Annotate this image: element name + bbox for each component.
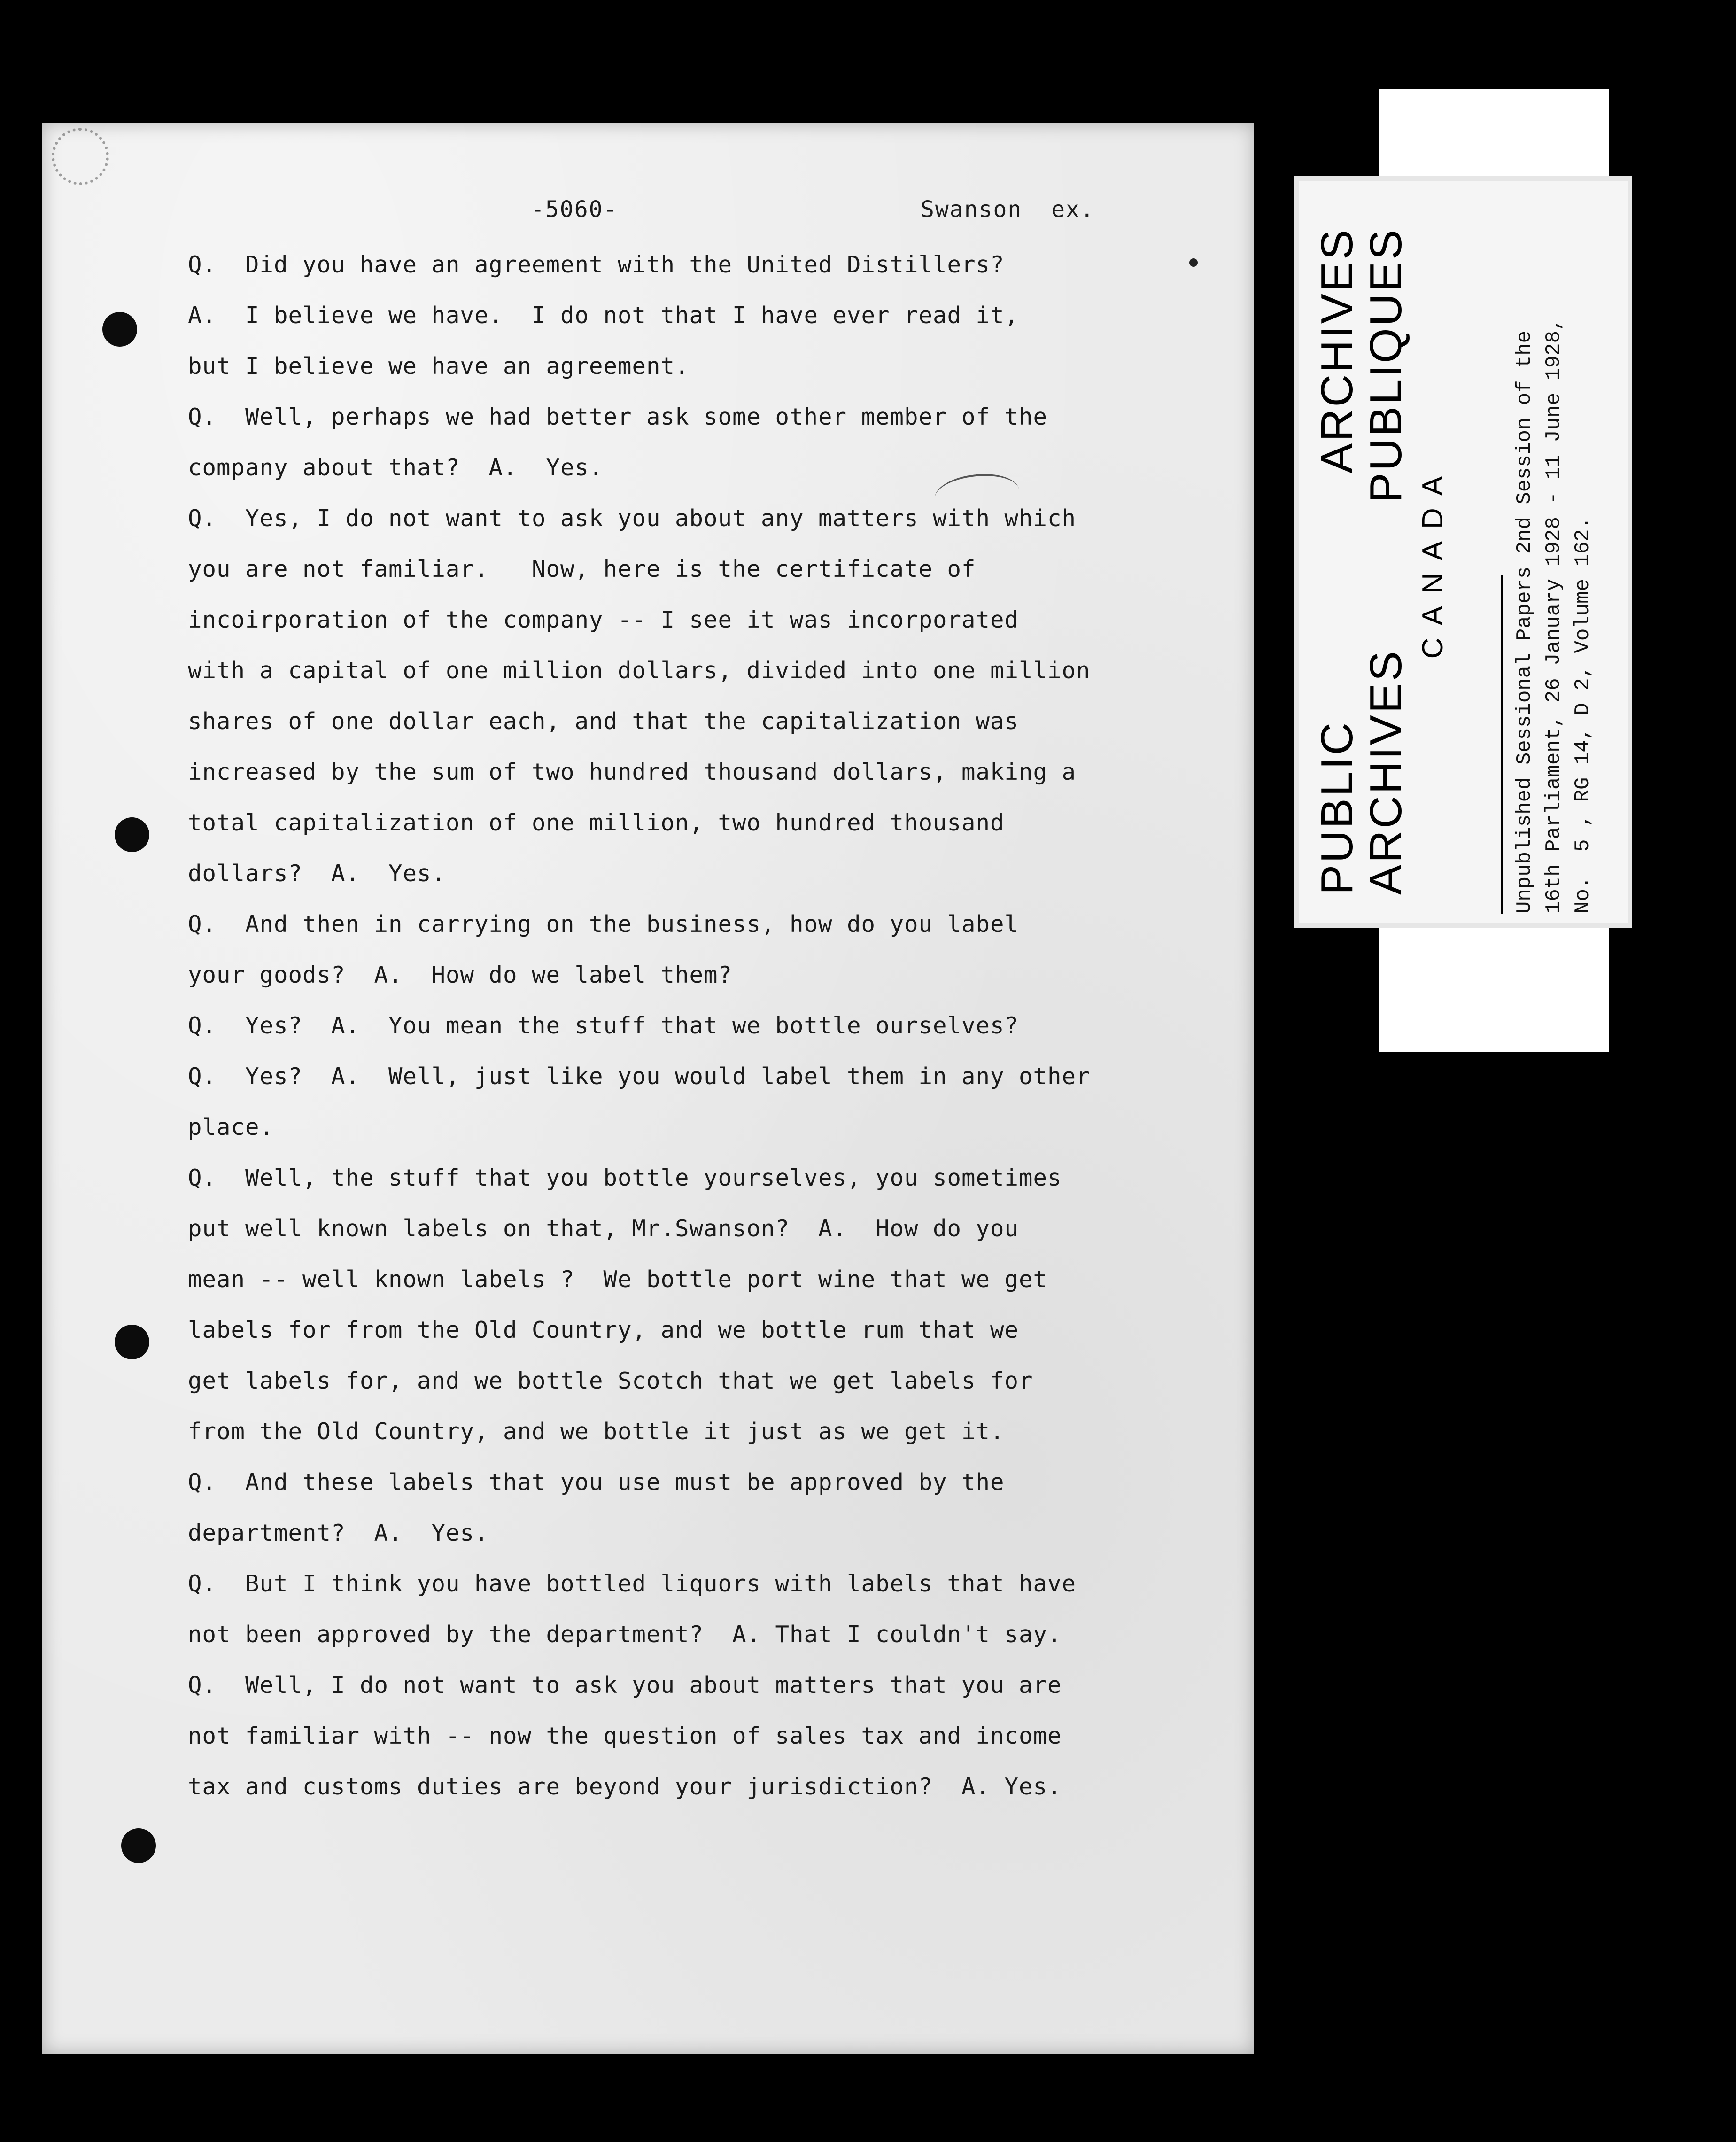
transcript-line: tax and customs duties are beyond your jurisdiction? A. Yes. [188,1773,1062,1800]
transcript-line: put well known labels on that, Mr.Swanson? A. How do you [188,1215,1019,1242]
transcript-line: Q. Did you have an agreement with the United Distillers? [188,251,1005,278]
transcript-line: Q. Yes? A. Well, just like you would label them in any other [188,1063,1091,1090]
transcript-line: from the Old Country, and we bottle it just as we get it. [188,1418,1005,1445]
transcript-line: shares of one dollar each, and that the capitalization was [188,708,1019,735]
transcript-line: mean -- well known labels ? We bottle port wine that we get [188,1266,1048,1293]
archive-title-archives-en: ARCHIVES [1312,228,1362,473]
transcript-line: company about that? A. Yes. [188,454,604,481]
transcript-line: you are not familiar. Now, here is the certificate of [188,556,976,582]
archive-title-public: PUBLIC [1312,721,1362,895]
transcript-line: Q. Well, I do not want to ask you about matters that you are [188,1672,1062,1699]
transcript-line: but I believe we have an agreement. [188,353,690,380]
transcript-body [188,240,1249,1812]
citation-line: Unpublished Sessional Papers 2nd Session of the [1513,330,1536,914]
transcript-line: Q. But I think you have bottled liquors with labels that have [188,1570,1077,1597]
transcript-line: Q. And then in carrying on the business, how do you label [188,911,1019,938]
archive-title-publiques: PUBLIQUES [1361,228,1411,503]
archive-label-text [1313,190,1613,914]
transcript-line: get labels for, and we bottle Scotch that we get labels for [188,1367,1033,1394]
transcript-line: dollars? A. Yes. [188,860,446,887]
punch-hole [121,1828,156,1863]
transcript-line: Q. Yes? A. You mean the stuff that we bottle ourselves? [188,1012,1019,1039]
citation-underline [1501,575,1503,914]
corner-stamp-mark [52,128,109,185]
transcript-line: place. [188,1114,274,1141]
citation-line: No. 5 , RG 14, D 2, Volume 162. [1571,517,1595,914]
transcript-line: incoirporation of the company -- I see it was incorporated [188,606,1019,633]
transcript-line: Q. Well, perhaps we had better ask some other member of the [188,404,1048,430]
transcript-line: labels for from the Old Country, and we bottle rum that we [188,1317,1019,1343]
transcript-line: Q. And these labels that you use must be approved by the [188,1469,1005,1496]
transcript-line: Q. Yes, I do not want to ask you about any matters with which [188,505,1077,532]
punch-hole [115,817,149,852]
transcript-line: total capitalization of one million, two hundred thousand [188,809,1005,836]
punch-hole [115,1325,149,1359]
transcript-line: with a capital of one million dollars, divided into one million [188,657,1091,684]
transcript-line: increased by the sum of two hundred thousand dollars, making a [188,759,1077,785]
transcript-line: Q. Well, the stuff that you bottle yourselves, you sometimes [188,1164,1062,1191]
archive-title-archives-fr: ARCHIVES [1361,649,1411,895]
transcript-line: A. I believe we have. I do not that I have ever read it, [188,302,1019,329]
transcript-line: your goods? A. How do we label them? [188,962,733,988]
page-number: -5060- [531,196,618,223]
archive-title [1313,228,1452,895]
witness-header: Swanson ex. [921,196,1095,223]
transcript-line: not been approved by the department? A. That I couldn't say. [188,1621,1062,1648]
citation-line: 16th Parliament, 26 January 1928 - 11 June 1928, [1542,318,1566,914]
transcript-line: department? A. Yes. [188,1520,489,1546]
transcript-line: not familiar with -- now the question of sales tax and income [188,1723,1062,1749]
archive-citation [1510,190,1597,914]
punch-hole [102,312,137,347]
archive-country: CANADA [1417,464,1449,659]
